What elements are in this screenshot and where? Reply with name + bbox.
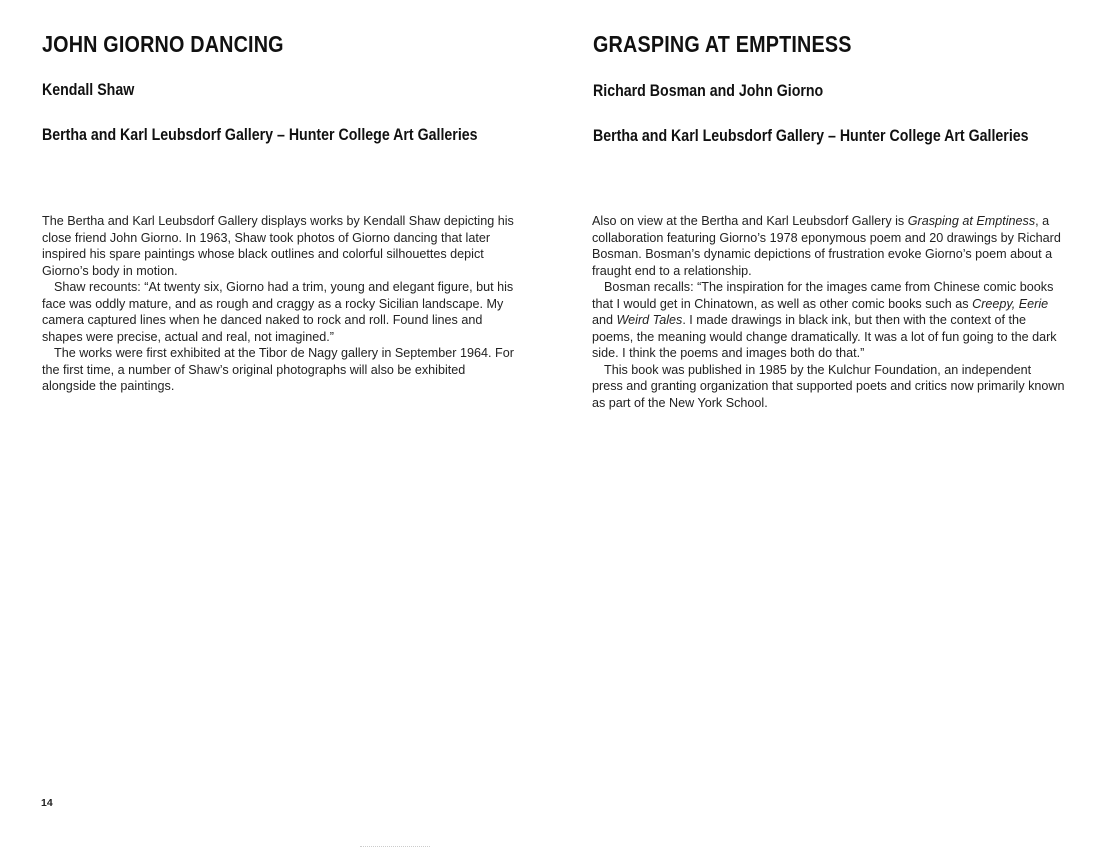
right-paragraph-1-text-b: , a collaboration featuring Giorno’s 1978 eponymous poem and 20 drawings by Richard Bosman. Bosman’s dynamic depictions of frustration evoke Giorno’s poem about a fraught end to a relationship. — [592, 214, 1061, 278]
right-page-venue: Bertha and Karl Leubsdorf Gallery – Hunter College Art Galleries — [593, 127, 1029, 145]
right-paragraph-3: This book was published in 1985 by the Kulchur Foundation, an independent press and granting organization that supported poets and critics now primarily known as part of the New York School. — [592, 362, 1065, 410]
left-paragraph-1: The Bertha and Karl Leubsdorf Gallery displays works by Kendall Shaw depicting his close friend John Giorno. In 1963, Shaw took photos of Giorno dancing that later inspired his spare paintings whose black outlines and colorful silhouettes depict Giorno’s body in motion. — [42, 214, 514, 278]
exhibition-title-italic: Grasping at Emptiness — [907, 214, 1036, 228]
left-paragraph-2: Shaw recounts: “At twenty six, Giorno had a trim, young and elegant figure, but his face was oddly mature, and as rough and craggy as a rocky Sicilian landscape. My camera captured lines when he danced naked to rock and roll. Found lines and shapes were precise, actual and real, not imagined.” — [42, 280, 514, 344]
right-page-body — [592, 213, 1065, 411]
right-page-title: GRASPING AT EMPTINESS — [593, 31, 852, 57]
right-paragraph-2-text-a: Bosman recalls: “The inspiration for the images came from Chinese comic books that I would get in Chinatown, as well as other comic books such as — [592, 280, 1054, 311]
right-paragraph-2-text-b: and — [592, 313, 617, 327]
right-paragraph-1 — [592, 213, 1065, 279]
left-page-title: JOHN GIORNO DANCING — [42, 31, 284, 57]
scan-artifact-divider — [360, 846, 430, 847]
right-paragraph-1-text-a: Also on view at the Bertha and Karl Leubsdorf Gallery is — [592, 214, 908, 228]
weird-tales-italic: Weird Tales — [616, 313, 683, 327]
right-page-artists: Richard Bosman and John Giorno — [593, 82, 824, 100]
right-paragraph-2 — [592, 279, 1065, 362]
left-page-artist: Kendall Shaw — [42, 81, 135, 99]
right-paragraph-2-text-c: . I made drawings in black ink, but then with the context of the poems, the meaning would change dramatically. It was a lot of fun going to the dark side. I think the poems and images both do that.” — [592, 313, 1057, 360]
right-page — [550, 0, 1100, 850]
left-page-body — [42, 213, 518, 395]
comic-titles-italic: Creepy, Eerie — [972, 296, 1049, 311]
left-page-venue: Bertha and Karl Leubsdorf Gallery – Hunter College Art Galleries — [42, 126, 478, 144]
page-number: 14 — [41, 797, 53, 809]
left-paragraph-3: The works were first exhibited at the Tibor de Nagy gallery in September 1964. For the first time, a number of Shaw’s original photographs will also be exhibited alongside the paintings. — [42, 346, 514, 393]
